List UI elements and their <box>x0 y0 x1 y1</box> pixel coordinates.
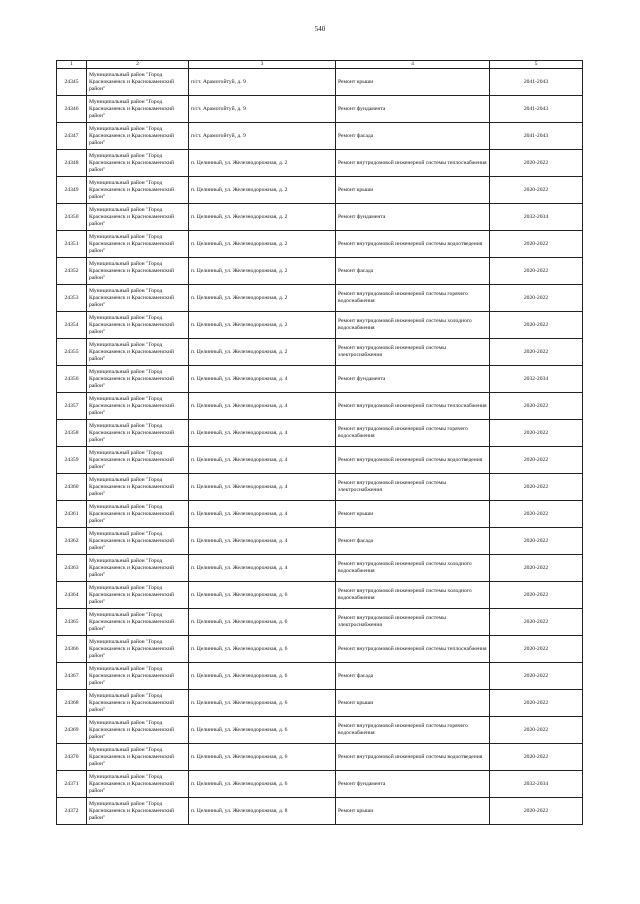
address-cell: п/ст. Арамогойтуй, д. 9 <box>189 123 336 150</box>
period-cell: 2020-2022 <box>490 582 583 609</box>
table-row <box>57 690 583 717</box>
address-cell: п. Целинный, ул. Железнодорожная, д. 6 <box>189 582 336 609</box>
period-cell: 2020-2022 <box>490 609 583 636</box>
municipality-cell: Муниципальный район "Город Краснокаменск и Краснокаменский район" <box>87 717 189 744</box>
address-cell: п/ст. Арамогойтуй, д. 9 <box>189 96 336 123</box>
municipality-cell: Муниципальный район "Город Краснокаменск и Краснокаменский район" <box>87 636 189 663</box>
period-cell: 2032-2034 <box>490 204 583 231</box>
period-cell: 2020-2022 <box>490 798 583 825</box>
work-type-cell: Ремонт внутридомовой инженерной системы горячего водоснабжения <box>336 285 490 312</box>
municipality-cell: Муниципальный район "Город Краснокаменск и Краснокаменский район" <box>87 555 189 582</box>
period-cell: 2020-2022 <box>490 663 583 690</box>
column-header-1: 1 <box>57 61 87 69</box>
municipality-cell: Муниципальный район "Город Краснокаменск и Краснокаменский район" <box>87 339 189 366</box>
period-cell: 2041-2043 <box>490 123 583 150</box>
municipality-cell: Муниципальный район "Город Краснокаменск и Краснокаменский район" <box>87 96 189 123</box>
work-type-cell: Ремонт внутридомовой инженерной системы теплоснабжения <box>336 636 490 663</box>
work-type-cell: Ремонт крыши <box>336 690 490 717</box>
municipality-cell: Муниципальный район "Город Краснокаменск и Краснокаменский район" <box>87 447 189 474</box>
table-row <box>57 150 583 177</box>
table-row <box>57 663 583 690</box>
municipality-cell: Муниципальный район "Город Краснокаменск и Краснокаменский район" <box>87 609 189 636</box>
address-cell: п. Целинный, ул. Железнодорожная, д. 6 <box>189 744 336 771</box>
address-cell: п/ст. Арамогойтуй, д. 9 <box>189 69 336 96</box>
address-cell: п. Целинный, ул. Железнодорожная, д. 4 <box>189 501 336 528</box>
work-type-cell: Ремонт внутридомовой инженерной системы холодного водоснабжения <box>336 312 490 339</box>
work-type-cell: Ремонт внутридомовой инженерной системы электроснабжения <box>336 609 490 636</box>
municipality-cell: Муниципальный район "Город Краснокаменск и Краснокаменский район" <box>87 420 189 447</box>
column-header-2: 2 <box>87 61 189 69</box>
row-number-cell: 24357 <box>57 393 87 420</box>
work-type-cell: Ремонт крыши <box>336 501 490 528</box>
row-number-cell: 24372 <box>57 798 87 825</box>
column-header-5: 5 <box>490 61 583 69</box>
row-number-cell: 24366 <box>57 636 87 663</box>
address-cell: п. Целинный, ул. Железнодорожная, д. 4 <box>189 393 336 420</box>
address-cell: п. Целинный, ул. Железнодорожная, д. 4 <box>189 555 336 582</box>
row-number-cell: 24345 <box>57 69 87 96</box>
municipality-cell: Муниципальный район "Город Краснокаменск и Краснокаменский район" <box>87 528 189 555</box>
row-number-cell: 24358 <box>57 420 87 447</box>
table-row <box>57 420 583 447</box>
table-row <box>57 528 583 555</box>
period-cell: 2032-2034 <box>490 771 583 798</box>
period-cell: 2020-2022 <box>490 501 583 528</box>
row-number-cell: 24362 <box>57 528 87 555</box>
work-type-cell: Ремонт крыши <box>336 69 490 96</box>
period-cell: 2020-2022 <box>490 555 583 582</box>
row-number-cell: 24360 <box>57 474 87 501</box>
municipality-cell: Муниципальный район "Город Краснокаменск и Краснокаменский район" <box>87 177 189 204</box>
address-cell: п. Целинный, ул. Железнодорожная, д. 2 <box>189 150 336 177</box>
work-type-cell: Ремонт фасада <box>336 663 490 690</box>
work-type-cell: Ремонт внутридомовой инженерной системы горячего водоснабжения <box>336 420 490 447</box>
row-number-cell: 24359 <box>57 447 87 474</box>
row-number-cell: 24361 <box>57 501 87 528</box>
table-body <box>57 69 583 825</box>
table-row <box>57 204 583 231</box>
address-cell: п. Целинный, ул. Железнодорожная, д. 6 <box>189 663 336 690</box>
work-type-cell: Ремонт фундамента <box>336 96 490 123</box>
work-type-cell: Ремонт внутридомовой инженерной системы холодного водоснабжения <box>336 555 490 582</box>
table-row <box>57 312 583 339</box>
column-header-4: 4 <box>336 61 490 69</box>
row-number-cell: 24347 <box>57 123 87 150</box>
row-number-cell: 24354 <box>57 312 87 339</box>
column-header-3: 3 <box>189 61 336 69</box>
address-cell: п. Целинный, ул. Железнодорожная, д. 6 <box>189 636 336 663</box>
table-row <box>57 771 583 798</box>
row-number-cell: 24349 <box>57 177 87 204</box>
table-row <box>57 96 583 123</box>
page-number: 540 <box>314 25 326 33</box>
municipality-cell: Муниципальный район "Город Краснокаменск и Краснокаменский район" <box>87 744 189 771</box>
period-cell: 2020-2022 <box>490 528 583 555</box>
header-row <box>57 61 583 69</box>
municipality-cell: Муниципальный район "Город Краснокаменск и Краснокаменский район" <box>87 366 189 393</box>
row-number-cell: 24350 <box>57 204 87 231</box>
period-cell: 2041-2043 <box>490 96 583 123</box>
row-number-cell: 24351 <box>57 231 87 258</box>
municipality-cell: Муниципальный район "Город Краснокаменск и Краснокаменский район" <box>87 663 189 690</box>
row-number-cell: 24348 <box>57 150 87 177</box>
address-cell: п. Целинный, ул. Железнодорожная, д. 4 <box>189 420 336 447</box>
address-cell: п. Целинный, ул. Железнодорожная, д. 2 <box>189 339 336 366</box>
table-row <box>57 258 583 285</box>
municipality-cell: Муниципальный район "Город Краснокаменск и Краснокаменский район" <box>87 771 189 798</box>
row-number-cell: 24346 <box>57 96 87 123</box>
row-number-cell: 24355 <box>57 339 87 366</box>
row-number-cell: 24368 <box>57 690 87 717</box>
table-row <box>57 501 583 528</box>
work-type-cell: Ремонт фундамента <box>336 771 490 798</box>
address-cell: п. Целинный, ул. Железнодорожная, д. 4 <box>189 474 336 501</box>
municipality-cell: Муниципальный район "Город Краснокаменск и Краснокаменский район" <box>87 474 189 501</box>
municipality-cell: Муниципальный район "Город Краснокаменск и Краснокаменский район" <box>87 123 189 150</box>
work-type-cell: Ремонт фасада <box>336 123 490 150</box>
address-cell: п. Целинный, ул. Железнодорожная, д. 2 <box>189 312 336 339</box>
work-type-cell: Ремонт внутридомовой инженерной системы теплоснабжения <box>336 150 490 177</box>
period-cell: 2020-2022 <box>490 312 583 339</box>
municipality-cell: Муниципальный район "Город Краснокаменск и Краснокаменский район" <box>87 393 189 420</box>
municipality-cell: Муниципальный район "Город Краснокаменск и Краснокаменский район" <box>87 231 189 258</box>
address-cell: п. Целинный, ул. Железнодорожная, д. 2 <box>189 231 336 258</box>
table-row <box>57 69 583 96</box>
address-cell: п. Целинный, ул. Железнодорожная, д. 4 <box>189 528 336 555</box>
work-type-cell: Ремонт внутридомовой инженерной системы теплоснабжения <box>336 393 490 420</box>
table-row <box>57 717 583 744</box>
address-cell: п. Целинный, ул. Железнодорожная, д. 2 <box>189 204 336 231</box>
address-cell: п. Целинный, ул. Железнодорожная, д. 2 <box>189 177 336 204</box>
table-row <box>57 123 583 150</box>
municipality-cell: Муниципальный район "Город Краснокаменск и Краснокаменский район" <box>87 150 189 177</box>
row-number-cell: 24369 <box>57 717 87 744</box>
municipality-cell: Муниципальный район "Город Краснокаменск и Краснокаменский район" <box>87 204 189 231</box>
period-cell: 2020-2022 <box>490 690 583 717</box>
period-cell: 2020-2022 <box>490 150 583 177</box>
municipality-cell: Муниципальный район "Город Краснокаменск и Краснокаменский район" <box>87 258 189 285</box>
municipality-cell: Муниципальный район "Город Краснокаменск и Краснокаменский район" <box>87 798 189 825</box>
period-cell: 2020-2022 <box>490 717 583 744</box>
row-number-cell: 24353 <box>57 285 87 312</box>
row-number-cell: 24371 <box>57 771 87 798</box>
table-row <box>57 609 583 636</box>
work-type-cell: Ремонт внутридомовой инженерной системы водоотведения <box>336 447 490 474</box>
table-row <box>57 366 583 393</box>
municipality-cell: Муниципальный район "Город Краснокаменск и Краснокаменский район" <box>87 69 189 96</box>
row-number-cell: 24356 <box>57 366 87 393</box>
work-type-cell: Ремонт внутридомовой инженерной системы водоотведения <box>336 744 490 771</box>
table-row <box>57 393 583 420</box>
period-cell: 2041-2043 <box>490 69 583 96</box>
table-row <box>57 231 583 258</box>
table-row <box>57 744 583 771</box>
table-row <box>57 339 583 366</box>
period-cell: 2020-2022 <box>490 447 583 474</box>
address-cell: п. Целинный, ул. Железнодорожная, д. 4 <box>189 447 336 474</box>
period-cell: 2020-2022 <box>490 393 583 420</box>
period-cell: 2020-2022 <box>490 231 583 258</box>
period-cell: 2020-2022 <box>490 285 583 312</box>
row-number-cell: 24363 <box>57 555 87 582</box>
municipality-cell: Муниципальный район "Город Краснокаменск и Краснокаменский район" <box>87 582 189 609</box>
row-number-cell: 24364 <box>57 582 87 609</box>
address-cell: п. Целинный, ул. Железнодорожная, д. 6 <box>189 690 336 717</box>
work-type-cell: Ремонт крыши <box>336 177 490 204</box>
period-cell: 2020-2022 <box>490 636 583 663</box>
municipality-cell: Муниципальный район "Город Краснокаменск и Краснокаменский район" <box>87 285 189 312</box>
period-cell: 2020-2022 <box>490 339 583 366</box>
register-table <box>56 60 583 825</box>
row-number-cell: 24365 <box>57 609 87 636</box>
work-type-cell: Ремонт внутридомовой инженерной системы водоотведения <box>336 231 490 258</box>
address-cell: п. Целинный, ул. Железнодорожная, д. 6 <box>189 609 336 636</box>
municipality-cell: Муниципальный район "Город Краснокаменск и Краснокаменский район" <box>87 501 189 528</box>
work-type-cell: Ремонт фундамента <box>336 204 490 231</box>
row-number-cell: 24367 <box>57 663 87 690</box>
table-row <box>57 582 583 609</box>
municipality-cell: Муниципальный район "Город Краснокаменск и Краснокаменский район" <box>87 312 189 339</box>
period-cell: 2020-2022 <box>490 258 583 285</box>
municipality-cell: Муниципальный район "Город Краснокаменск и Краснокаменский район" <box>87 690 189 717</box>
period-cell: 2032-2034 <box>490 366 583 393</box>
work-type-cell: Ремонт фасада <box>336 528 490 555</box>
period-cell: 2020-2022 <box>490 420 583 447</box>
table-row <box>57 285 583 312</box>
work-type-cell: Ремонт крыши <box>336 798 490 825</box>
table-row <box>57 555 583 582</box>
work-type-cell: Ремонт внутридомовой инженерной системы холодного водоснабжения <box>336 582 490 609</box>
period-cell: 2020-2022 <box>490 744 583 771</box>
period-cell: 2020-2022 <box>490 177 583 204</box>
work-type-cell: Ремонт фундамента <box>336 366 490 393</box>
address-cell: п. Целинный, ул. Железнодорожная, д. 2 <box>189 258 336 285</box>
work-type-cell: Ремонт внутридомовой инженерной системы горячего водоснабжения <box>336 717 490 744</box>
address-cell: п. Целинный, ул. Железнодорожная, д. 8 <box>189 798 336 825</box>
row-number-cell: 24370 <box>57 744 87 771</box>
row-number-cell: 24352 <box>57 258 87 285</box>
table-row <box>57 474 583 501</box>
address-cell: п. Целинный, ул. Железнодорожная, д. 6 <box>189 717 336 744</box>
work-type-cell: Ремонт внутридомовой инженерной системы электроснабжения <box>336 474 490 501</box>
table-row <box>57 798 583 825</box>
table-row <box>57 447 583 474</box>
work-type-cell: Ремонт внутридомовой инженерной системы электроснабжения <box>336 339 490 366</box>
period-cell: 2020-2022 <box>490 474 583 501</box>
address-cell: п. Целинный, ул. Железнодорожная, д. 6 <box>189 771 336 798</box>
work-type-cell: Ремонт фасада <box>336 258 490 285</box>
address-cell: п. Целинный, ул. Железнодорожная, д. 4 <box>189 366 336 393</box>
table-row <box>57 177 583 204</box>
address-cell: п. Целинный, ул. Железнодорожная, д. 2 <box>189 285 336 312</box>
table-row <box>57 636 583 663</box>
